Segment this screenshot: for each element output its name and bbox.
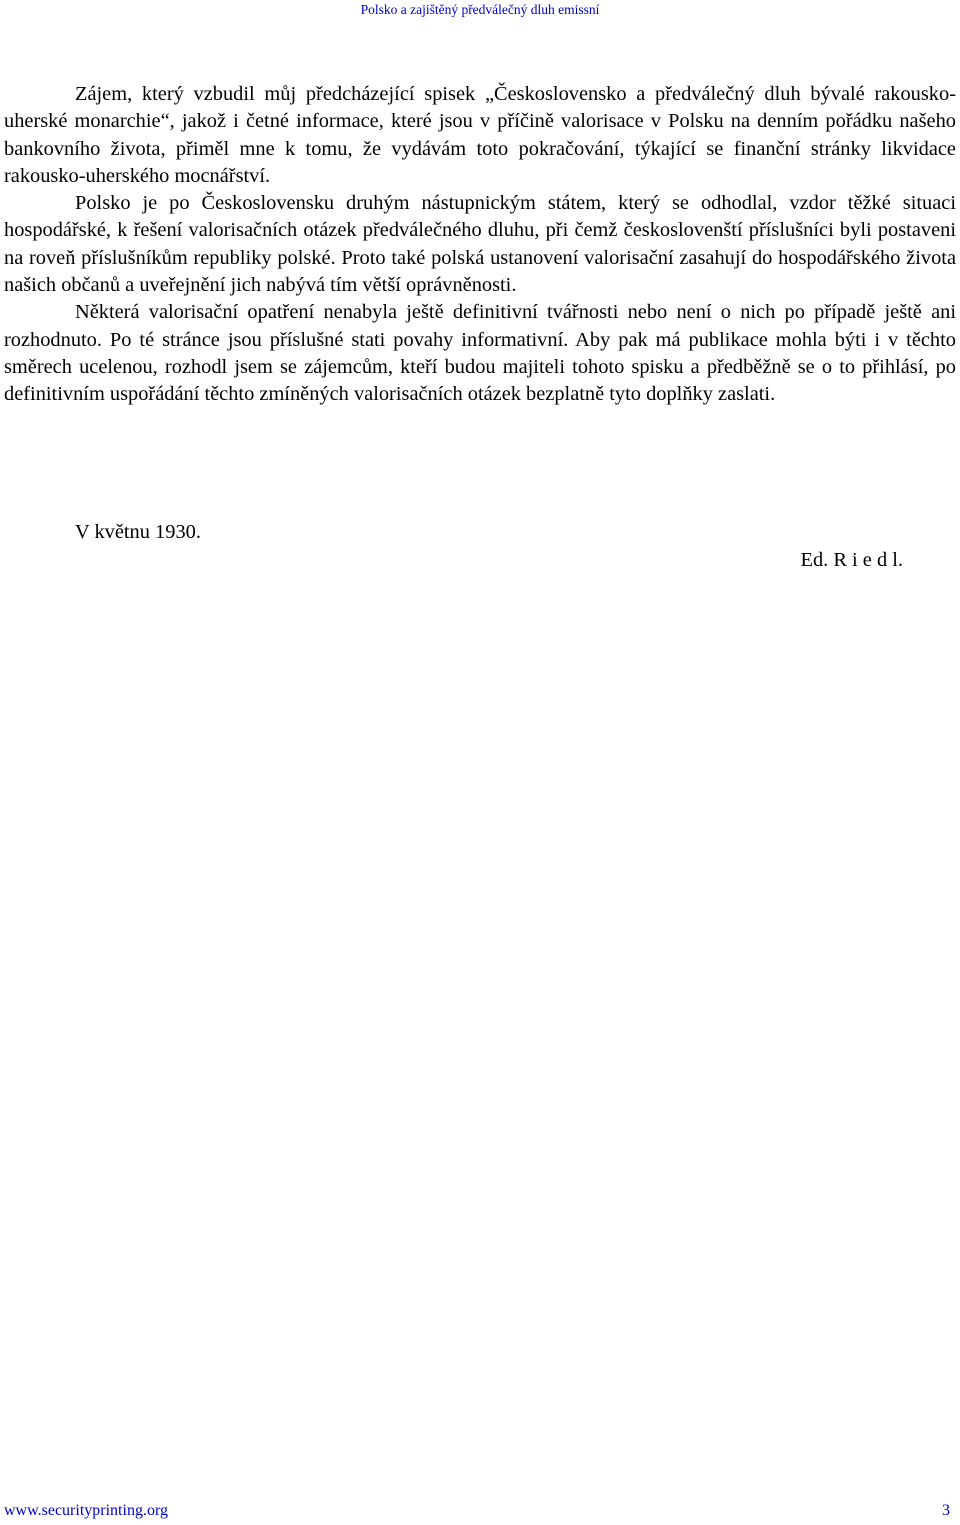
- foreword-body: [4, 81, 956, 409]
- page-number: 3: [942, 1502, 950, 1519]
- footer-website-link[interactable]: www.securityprinting.org: [4, 1502, 168, 1519]
- running-header-title: Polsko a zajištěný předválečný dluh emissní: [360, 2, 600, 17]
- author-signature: Ed. R i e d l.: [800, 549, 903, 571]
- paragraph-3: Některá valorisační opatření nenabyla ještě definitivní tvářnosti nebo není o nich po případě ještě ani rozhodnuto. Po té stránce jsou příslušné stati povahy informativní. Aby pak má publikace mohla býti i v těchto směrech ucelenou, rozhodl jsem se zájemcům, kteří budou majiteli tohoto spisku a předběžně se o to přihlásí, po definitivním uspořádání těchto zmíněných valorisačních otázek bezplatně tyto doplňky zaslati.: [4, 301, 956, 406]
- paragraph-1: Zájem, který vzbudil můj předcházející spisek „Československo a předválečný dluh bývalé rakousko-uherské monarchie“, jakož i četné informace, které jsou v příčině valorisace v Polsku na denním pořádku našeho bankovního života, přiměl mne k tomu, že vydávám toto pokračování, týkající se finanční stránky likvidace rakousko-uherského mocnářství.: [4, 83, 956, 187]
- dateline: V květnu 1930.: [75, 521, 201, 543]
- paragraph-2: Polsko je po Československu druhým nástupnickým státem, který se odhodlal, vzdor těžké situaci hospodářské, k řešení valorisačních otázek předválečného dluhu, při čemž českoslovenští příslušníci byli postaveni na roveň příslušníkům republiky polské. Proto také polská ustanovení valorisační zasahují do hospodářského života našich občanů a uveřejnění jich nabývá tím větší oprávněnosti.: [4, 192, 956, 297]
